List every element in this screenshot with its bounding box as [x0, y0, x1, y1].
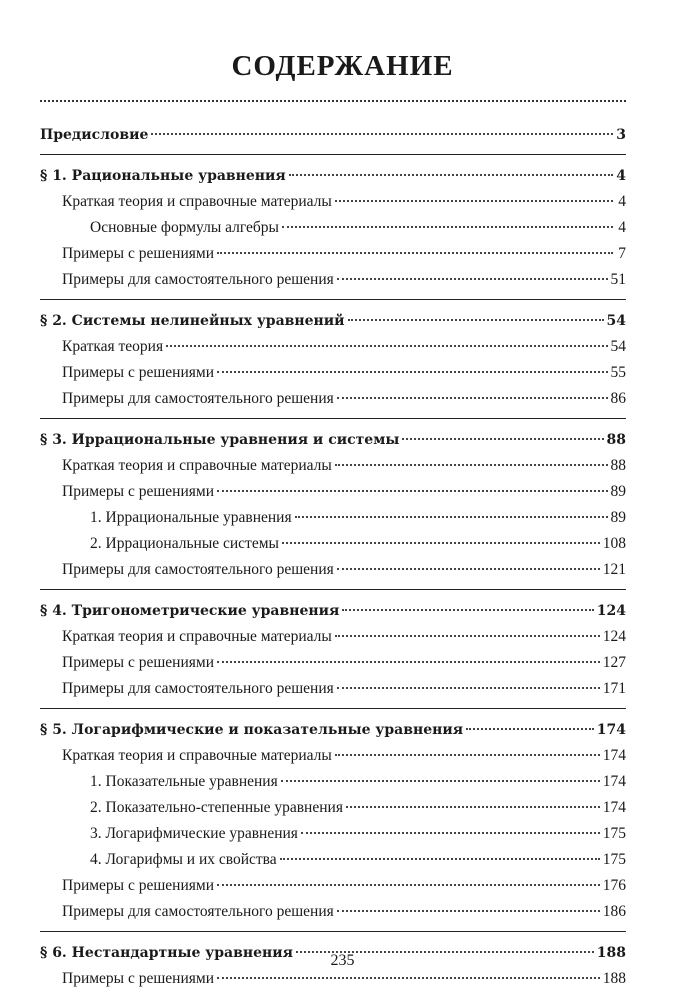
- toc-entry-label: Примеры для самостоятельного решения: [62, 680, 334, 697]
- toc-entry-page: 86: [610, 390, 626, 407]
- toc-entry-label: § 6. Нестандартные уравнения: [40, 945, 293, 961]
- toc-entry-page: 174: [602, 747, 626, 764]
- leader-dots: [217, 251, 613, 254]
- leader-dots: [337, 909, 600, 912]
- toc-entry-page: 88: [610, 457, 626, 474]
- toc-entry[interactable]: [40, 189, 626, 215]
- toc-section: [40, 427, 626, 590]
- toc-section: [40, 122, 626, 155]
- leader-dots: [337, 277, 608, 280]
- toc-section: [40, 163, 626, 300]
- toc-entry-label: Примеры с решениями: [62, 364, 214, 381]
- toc-entry-label: § 4. Тригонометрические уравнения: [40, 603, 340, 619]
- toc-entry[interactable]: [40, 267, 626, 293]
- toc-entry-page: 175: [602, 825, 626, 842]
- leader-dots: [280, 857, 600, 860]
- toc-entry-page: 124: [596, 603, 626, 619]
- toc-entry-label: Примеры с решениями: [62, 654, 214, 671]
- toc-entry-label: Примеры с решениями: [62, 970, 214, 987]
- toc-entry-label: 4. Логарифмы и их свойства: [90, 851, 277, 868]
- toc-entry-page: 7: [618, 245, 626, 262]
- toc-entry-label: 1. Иррациональные уравнения: [90, 509, 292, 526]
- toc-section: [40, 598, 626, 709]
- toc-entry-page: 174: [602, 773, 626, 790]
- toc-entry-page: 174: [602, 799, 626, 816]
- toc-entry[interactable]: [40, 453, 626, 479]
- dotted-rule: [40, 100, 626, 102]
- toc-entry-label: Примеры с решениями: [62, 245, 214, 262]
- toc-entry-label: Основные формулы алгебры: [90, 219, 279, 236]
- toc-entry-label: Примеры для самостоятельного решения: [62, 271, 334, 288]
- leader-dots: [282, 225, 613, 228]
- toc-entry-page: 186: [602, 903, 626, 920]
- table-of-contents: [40, 122, 626, 1006]
- toc-entry[interactable]: [40, 334, 626, 360]
- leader-dots: [166, 344, 607, 347]
- leader-dots: [151, 132, 613, 135]
- toc-chapter-entry[interactable]: [40, 122, 626, 148]
- leader-dots: [402, 437, 603, 440]
- toc-entry-label: Краткая теория и справочные материалы: [62, 628, 332, 645]
- toc-entry[interactable]: [40, 479, 626, 505]
- toc-entry-page: 55: [610, 364, 626, 381]
- leader-dots: [217, 660, 600, 663]
- toc-section: [40, 717, 626, 932]
- leader-dots: [337, 396, 608, 399]
- toc-entry-page: 89: [610, 483, 626, 500]
- toc-entry-page: 89: [610, 509, 626, 526]
- toc-entry[interactable]: [40, 743, 626, 769]
- toc-entry-page: 3: [616, 127, 626, 143]
- toc-entry-label: § 1. Рациональные уравнения: [40, 168, 286, 184]
- leader-dots: [295, 515, 608, 518]
- toc-entry-page: 54: [606, 313, 626, 329]
- leader-dots: [337, 567, 600, 570]
- toc-chapter-entry[interactable]: [40, 427, 626, 453]
- toc-entry-page: 175: [602, 851, 626, 868]
- page-number: 235: [330, 952, 355, 969]
- leader-dots: [346, 805, 600, 808]
- toc-entry-label: Примеры с решениями: [62, 877, 214, 894]
- toc-entry-page: 188: [596, 945, 626, 961]
- leader-dots: [289, 173, 613, 176]
- toc-entry-page: 121: [602, 561, 626, 578]
- toc-entry[interactable]: [40, 899, 626, 925]
- toc-entry-label: Краткая теория и справочные материалы: [62, 457, 332, 474]
- toc-entry-label: Краткая теория: [62, 338, 164, 355]
- leader-dots: [335, 463, 608, 466]
- leader-dots: [342, 608, 593, 611]
- toc-section: [40, 308, 626, 419]
- toc-chapter-entry[interactable]: [40, 717, 626, 743]
- toc-entry[interactable]: [40, 847, 626, 873]
- leader-dots: [217, 489, 608, 492]
- toc-entry-page: 51: [610, 271, 626, 288]
- toc-entry-page: 174: [596, 722, 626, 738]
- toc-entry-page: 108: [602, 535, 626, 552]
- page-title: СОДЕРЖАНИЕ: [231, 50, 454, 82]
- toc-entry[interactable]: [40, 215, 626, 241]
- leader-dots: [217, 976, 600, 979]
- toc-entry-page: 176: [602, 877, 626, 894]
- toc-entry-label: Примеры для самостоятельного решения: [62, 561, 334, 578]
- toc-entry-page: 4: [618, 193, 626, 210]
- toc-entry-label: Краткая теория и справочные материалы: [62, 193, 332, 210]
- toc-entry-page: 88: [606, 432, 626, 448]
- toc-chapter-entry[interactable]: [40, 598, 626, 624]
- toc-entry-label: Примеры с решениями: [62, 483, 214, 500]
- toc-entry[interactable]: [40, 795, 626, 821]
- toc-entry[interactable]: [40, 624, 626, 650]
- leader-dots: [282, 541, 600, 544]
- toc-entry[interactable]: [40, 769, 626, 795]
- toc-entry[interactable]: [40, 360, 626, 386]
- leader-dots: [217, 883, 600, 886]
- toc-entry-label: Краткая теория и справочные материалы: [62, 747, 332, 764]
- leader-dots: [337, 686, 600, 689]
- toc-entry-page: 54: [610, 338, 626, 355]
- toc-entry[interactable]: [40, 650, 626, 676]
- leader-dots: [335, 634, 600, 637]
- toc-entry-label: 3. Логарифмические уравнения: [90, 825, 298, 842]
- leader-dots: [335, 199, 613, 202]
- toc-entry[interactable]: [40, 557, 626, 583]
- leader-dots: [466, 727, 594, 730]
- toc-entry-label: 2. Иррациональные системы: [90, 535, 279, 552]
- toc-entry[interactable]: [40, 531, 626, 557]
- toc-entry-page: 188: [602, 970, 626, 987]
- toc-entry-label: 2. Показательно-степенные уравнения: [90, 799, 343, 816]
- toc-entry[interactable]: [40, 676, 626, 702]
- toc-entry-label: 1. Показательные уравнения: [90, 773, 278, 790]
- toc-entry[interactable]: [40, 241, 626, 267]
- toc-entry-page: 171: [602, 680, 626, 697]
- leader-dots: [281, 779, 600, 782]
- leader-dots: [335, 753, 600, 756]
- toc-entry[interactable]: [40, 386, 626, 412]
- toc-entry-page: 4: [618, 219, 626, 236]
- leader-dots: [301, 831, 600, 834]
- toc-entry-label: Примеры для самостоятельного решения: [62, 903, 334, 920]
- toc-chapter-entry[interactable]: [40, 308, 626, 334]
- toc-entry[interactable]: [40, 873, 626, 899]
- toc-entry-page: 127: [602, 654, 626, 671]
- toc-entry-label: § 5. Логарифмические и показательные уравнения: [40, 722, 464, 738]
- toc-entry-label: § 3. Иррациональные уравнения и системы: [40, 432, 400, 448]
- toc-chapter-entry[interactable]: [40, 163, 626, 189]
- toc-entry-page: 4: [616, 168, 626, 184]
- leader-dots: [348, 318, 604, 321]
- toc-entry-label: Предисловие: [40, 127, 149, 143]
- toc-entry[interactable]: [40, 821, 626, 847]
- toc-entry-page: 124: [602, 628, 626, 645]
- leader-dots: [217, 370, 608, 373]
- toc-entry-label: Примеры для самостоятельного решения: [62, 390, 334, 407]
- toc-entry[interactable]: [40, 505, 626, 531]
- toc-entry-label: § 2. Системы нелинейных уравнений: [40, 313, 345, 329]
